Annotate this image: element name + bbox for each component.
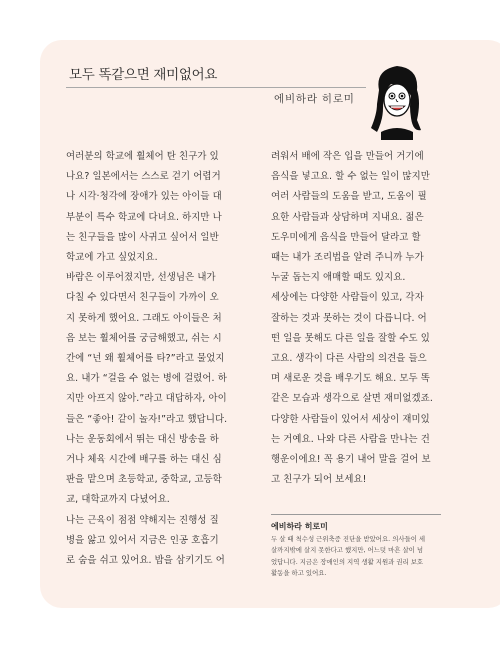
article-title: 모두 똑같으면 재미없어요 xyxy=(69,67,218,83)
body-line: 나요? 일본에서는 스스로 걷기 어렵거 xyxy=(66,171,221,183)
body-line: 병을 앓고 있어서 지금은 인공 호흡기 xyxy=(66,534,219,546)
body-line: 학교에 가고 싶었지요. xyxy=(66,252,158,264)
bio-line: 활동을 하고 있어요. xyxy=(271,568,327,577)
body-line: 판을 맡으며 초등학교, 중학교, 고등학 xyxy=(66,474,222,486)
body-line: 때는 내가 조리법을 알려 주니까 누가 xyxy=(271,252,424,264)
body-line: 지 못하게 했어요. 그래도 아이들은 처 xyxy=(66,312,222,324)
body-line: 들은 “좋아! 같이 놀자!”라고 했답니다. xyxy=(66,413,228,425)
body-line: 부분이 특수 학교에 다녀요. 하지만 나 xyxy=(66,211,222,223)
body-line: 다칠 수 있다면서 친구들이 가까이 오 xyxy=(66,292,219,304)
author-name: 에비하라 히로미 xyxy=(274,93,355,105)
title-divider xyxy=(66,87,366,88)
bio-author-name: 에비하라 히로미 xyxy=(271,522,328,531)
body-line: 려워서 배에 작은 입을 만들어 거기에 xyxy=(271,151,424,162)
body-line: 바람은 이루어졌지만, 선생님은 내가 xyxy=(66,272,216,284)
body-line: 잘하는 것과 못하는 것이 다릅니다. 어 xyxy=(271,312,427,324)
body-line: 나는 근육이 점점 약해지는 진행성 질 xyxy=(66,514,219,526)
article-body-left-column xyxy=(66,147,246,571)
body-line: 고요. 생각이 다른 사람의 의견을 들으 xyxy=(271,353,427,365)
body-line: 며 새로운 것을 배우기도 해요. 모두 똑 xyxy=(271,373,430,385)
body-line: 떤 일을 못해도 다른 일을 잘할 수도 있 xyxy=(271,332,430,344)
body-line: 세상에는 다양한 사람들이 있고, 각자 xyxy=(271,292,424,304)
body-line: 간에 “넌 왜 휠체어를 타?”라고 물었지 xyxy=(66,353,225,365)
body-line: 고 친구가 되어 보세요! xyxy=(271,474,367,486)
body-line: 는 친구들을 많이 사귀고 싶어서 일반 xyxy=(66,231,219,243)
body-line: 요한 사람들과 상담하며 지내요. 젊은 xyxy=(271,211,424,223)
body-line: 교, 대학교까지 다녔어요. xyxy=(66,494,170,506)
article-body-right-column xyxy=(271,147,451,490)
bio-line: 었답니다. 지금은 장애인의 지역 생활 지원과 권리 보호 xyxy=(271,557,424,566)
body-line: 여러분의 학교에 휠체어 탄 친구가 있 xyxy=(66,151,219,162)
bio-divider xyxy=(271,514,441,515)
body-line: 는 거예요. 나와 다른 사람을 만나는 건 xyxy=(271,433,430,445)
body-line: 나 시각·청각에 장애가 있는 아이들 대 xyxy=(66,191,222,203)
bio-line: 살까지밖에 살지 못한다고 했지만, 어느덧 마흔 살이 넘 xyxy=(271,546,424,555)
body-line: 다양한 사람들이 있어서 세상이 재미있 xyxy=(271,413,430,425)
body-line: 누굴 돕는지 애매할 때도 있지요. xyxy=(271,272,406,284)
body-line: 지만 아프지 않아.”라고 대답하자, 아이 xyxy=(66,393,227,405)
body-line: 행운이에요! 꼭 용기 내어 말을 걸어 보 xyxy=(271,454,431,466)
body-line: 나는 운동회에서 뛰는 대신 방송을 하 xyxy=(66,433,219,445)
body-line: 도우미에게 음식을 만들어 달라고 할 xyxy=(271,231,421,243)
body-line: 음 보는 휠체어를 궁금해했고, 쉬는 시 xyxy=(66,332,222,344)
body-line: 요. 내가 “걸을 수 없는 병에 걸렸어. 하 xyxy=(66,373,227,385)
author-portrait-icon xyxy=(367,62,427,140)
body-line: 음식을 넣고요. 할 수 없는 일이 많지만 xyxy=(271,171,430,183)
bio-line: 두 살 때 척수성 근위축증 진단을 받았어요. 의사들이 세 xyxy=(271,535,426,543)
body-line: 같은 모습과 생각으로 살면 재미없겠죠. xyxy=(271,393,433,405)
body-line: 여러 사람들의 도움을 받고, 도움이 필 xyxy=(271,191,427,203)
bio-text xyxy=(271,534,451,579)
body-line: 로 숨을 쉬고 있어요. 밥을 삼키기도 어 xyxy=(66,555,225,567)
body-line: 거나 체육 시간에 배구를 하는 대신 심 xyxy=(66,454,222,466)
